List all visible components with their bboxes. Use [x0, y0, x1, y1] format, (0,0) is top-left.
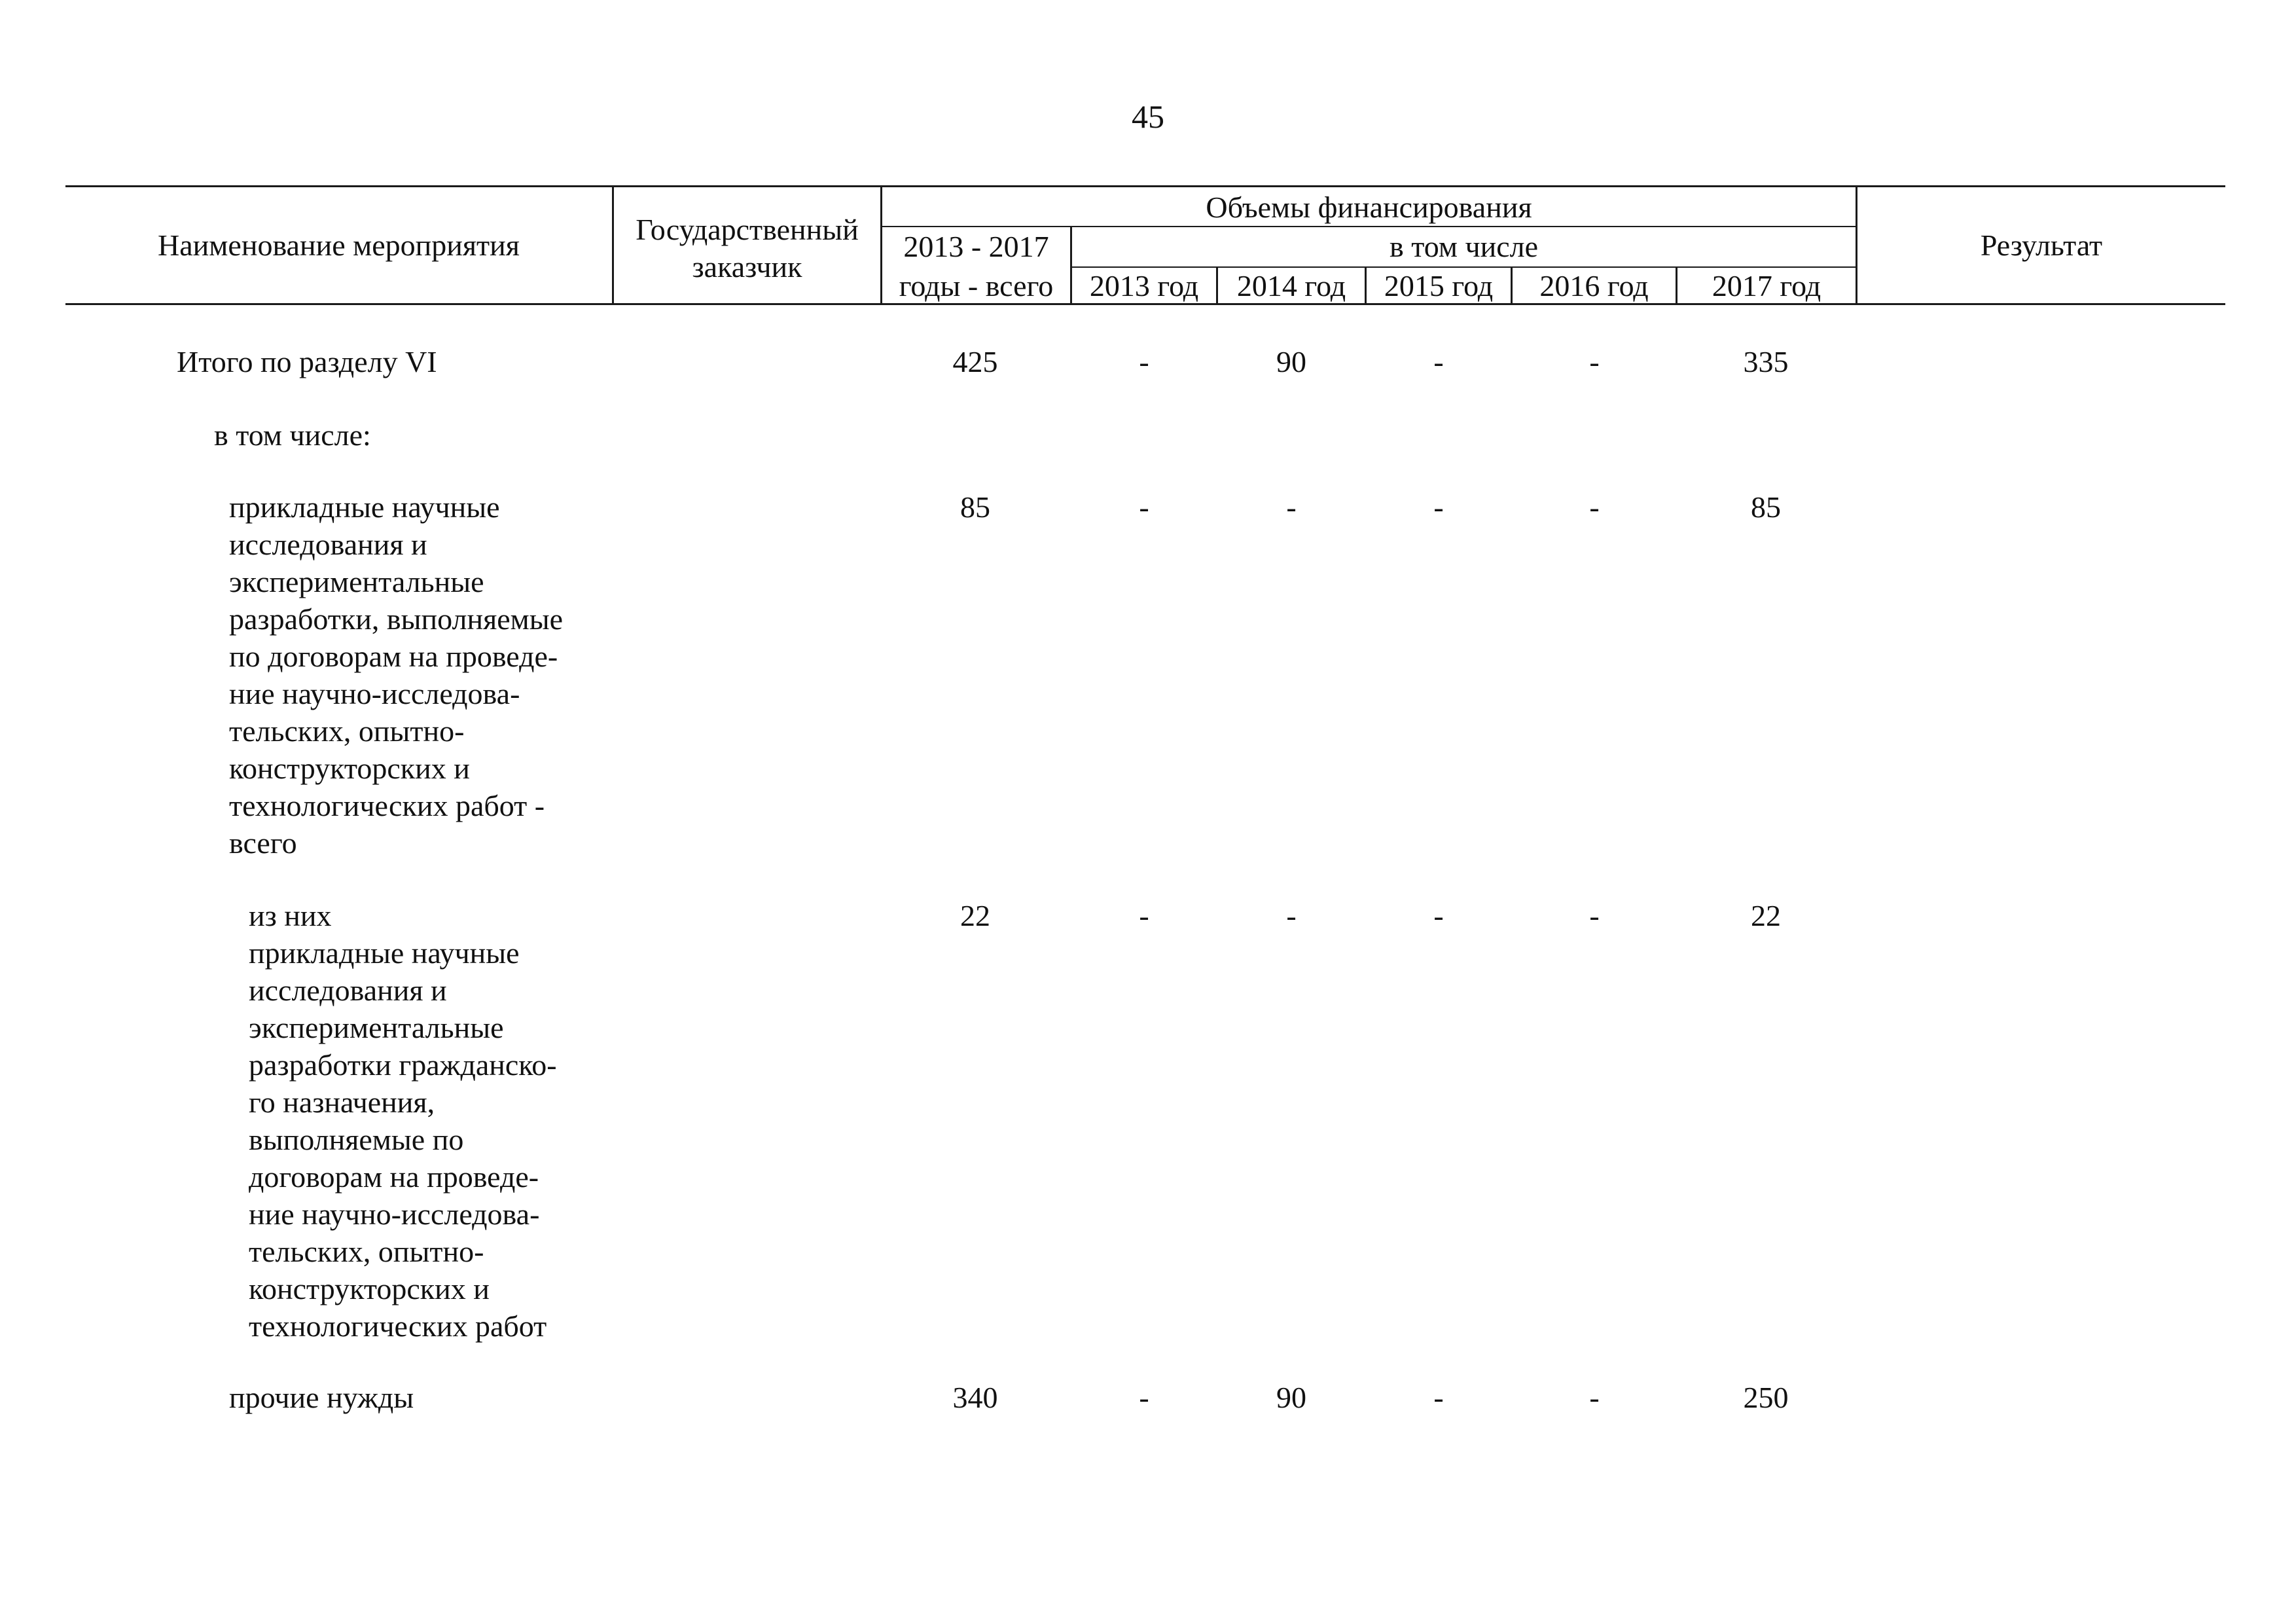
row-other-needs-2016: - [1589, 1381, 1600, 1414]
row-applied-research-2014: - [1286, 490, 1297, 524]
row-civil-research-sum: 22 [960, 899, 990, 932]
header-year-2015: 2015 год [1384, 269, 1494, 302]
row-applied-research-2017: 85 [1751, 490, 1781, 524]
header-year-2016: 2016 год [1539, 269, 1649, 302]
row-civil-research-2013: - [1139, 899, 1149, 932]
row-civil-research-label: из них прикладные научные исследования и экспериментальные разработки гражданско- го назначения, выполняемые по договорам на проведе- ние научно-исследова- тельских, опытно- конструкторских и технологических работ [249, 899, 557, 1343]
row-applied-research-2013: - [1139, 490, 1149, 524]
header-result: Результат [1980, 228, 2103, 262]
header-period-total-line1: 2013 - 2017 [903, 230, 1049, 263]
header-financing-volumes: Объемы финансирования [1206, 191, 1532, 224]
row-total-2013: - [1139, 345, 1149, 378]
row-including-label: в том числе: [214, 418, 371, 452]
row-civil-research-2014: - [1286, 899, 1297, 932]
row-other-needs-2015: - [1433, 1381, 1444, 1414]
row-total-2016: - [1589, 345, 1600, 378]
row-civil-research-2017: 22 [1751, 899, 1781, 932]
row-total-2014: 90 [1276, 345, 1306, 378]
header-year-2013: 2013 год [1089, 269, 1199, 302]
header-year-2014: 2014 год [1236, 269, 1346, 302]
header-including: в том числе [1390, 230, 1538, 263]
header-period-total-line2: годы - всего [899, 269, 1054, 302]
header-year-2017: 2017 год [1712, 269, 1821, 302]
row-total-2015: - [1433, 345, 1444, 378]
row-applied-research-2015: - [1433, 490, 1444, 524]
row-total-label: Итого по разделу VI [177, 345, 437, 378]
row-civil-research-2015: - [1433, 899, 1444, 932]
row-other-needs-sum: 340 [952, 1381, 998, 1414]
header-top-rule [65, 185, 2225, 187]
row-other-needs-2017: 250 [1743, 1381, 1789, 1414]
row-civil-research-2016: - [1589, 899, 1600, 932]
row-total-sum: 425 [952, 345, 998, 378]
header-activity-name: Наименование мероприятия [158, 228, 520, 262]
row-applied-research-2016: - [1589, 490, 1600, 524]
row-total-2017: 335 [1743, 345, 1789, 378]
page-number: 45 [1132, 98, 1164, 135]
row-other-needs-2014: 90 [1276, 1381, 1306, 1414]
row-applied-research-sum: 85 [960, 490, 990, 524]
financing-subrule [880, 226, 1856, 227]
header-customer: Государственный заказчик [636, 213, 859, 283]
row-other-needs-label: прочие нужды [229, 1381, 414, 1414]
years-subrule [1070, 266, 1856, 268]
row-applied-research-label: прикладные научные исследования и экспериментальные разработки, выполняемые по договорам на проведе- ние научно-исследова- тельских, опытно- конструкторских и технологических работ - всего [229, 490, 564, 860]
row-other-needs-2013: - [1139, 1381, 1149, 1414]
